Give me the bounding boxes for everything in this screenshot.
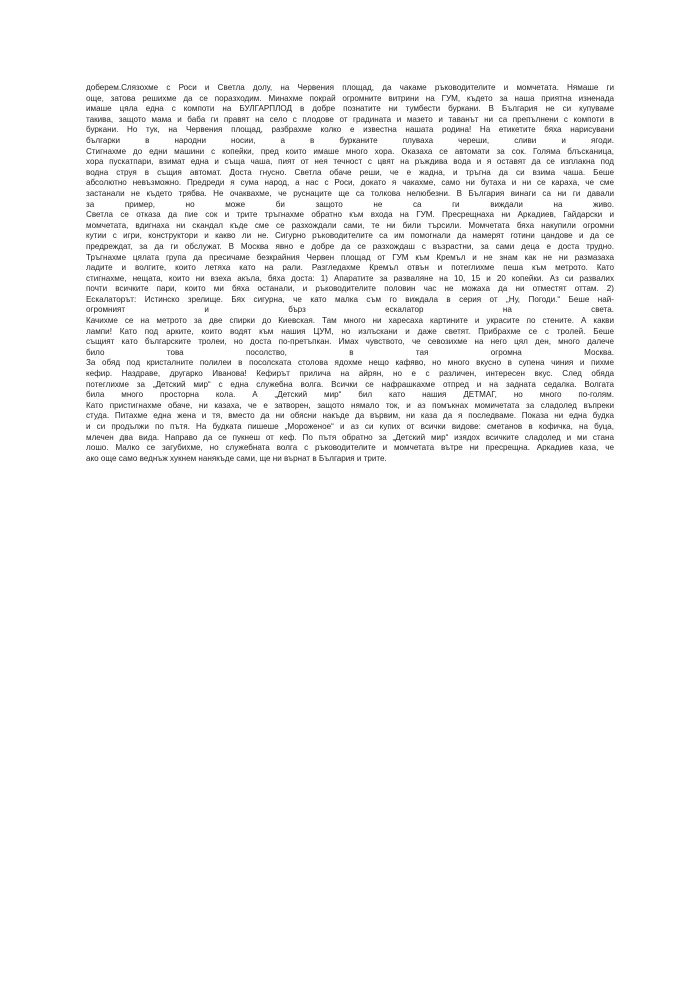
text-line: била много просторна кола. А „Детский мир“ бил като нашия ДЕТМАГ, но много по-голям. [86,390,614,400]
text-line: Тръгнахме цялата група да пресичаме безкрайния Червен площад от ГУМ към Кремъл и не знам как не ни размазаха [86,252,614,262]
text-line: млечен два вида. Направо да се пукнеш от кеф. По пътя обратно за „Детский мир“ изядох всичките сладолед и ми стана [86,432,614,442]
text-line: студа. Питахме една жена и тя, вместо да ни обясни накъде да вървим, ни каза да я последваме. Показа ни една будка [86,411,614,421]
text-line: лампи! Като под арките, които водят към нашия ЦУМ, но излъскани и даже светят. Прибрахме се с тролей. Беше [86,326,614,336]
text-line: доберем.Слязохме с Роси и Светла долу, на Червения площад, да чакаме ръководителите и момчетата. Нямаше ги [86,83,614,92]
text-line: същият като българските тролеи, но доста по-претъпкан. Имах чувството, че севозихме на него цял ден, много далече [86,337,614,347]
text-line: потеглихме за „Детский мир“ с една служебна волга. Всички се нафрашкахме отпред и на задната седалка. Волгата [86,379,614,389]
text-line: българки в народни носии, а в бурканите плуваха череши, сливи и ягоди. [86,135,614,145]
text-line: застанали не където трябва. Не очаквахме, че руснаците ще са толкова нелюбезни. В България винаги са ни ги давали [86,188,614,198]
text-line: ако още само веднъж хукнем нанякъде сами, ще ни върнат в България и трите. [86,453,387,463]
text-line: кефир. Наздраве, другарко Иванова! Кефирът прилича на айрян, но е с различен, интересен вкус. След обяда [86,369,614,379]
text-line: абсолютно невъзможно. Предреди я сума народ, а нас с Роси, докато я чакахме, само ни бутаха и ни се караха, че сме [86,178,614,188]
text-line: такива, защото мама и баба ги правят на село с плодове от градината и мазето и таванът ни са препълнени с компоти в [86,114,614,124]
text-line: имаше цяла една с компоти на БУЛГАРПЛОД в добре познатите ни тумбести буркани. В България не си купуваме [86,104,614,114]
document-body-text [86,83,614,464]
text-line: Светла се отказа да пие сок и трите тръгнахме обратно към входа на ГУМ. Пресрещнаха ни Аркадиев, Гайдарски и [86,210,614,220]
text-line: хора пускатпари, взимат една и съща чаша, пият от нея течност с цвят на ръждива вода и я оставят да се изплакна под [86,157,614,167]
text-line: Ескалаторът: Истинско зрелище. Бях сигурна, че като малка съм го виждала в серия от „Ну, Погоди.“ Беше най- [86,294,614,304]
text-line: почти всичките пари, които ми бяха останали, и ръководителите половин час не можаха да ни отместят оттам. 2) [86,284,614,294]
text-line: още, затова решихме да се поразходим. Минахме покрай огромните витрини на ГУМ, където за наша приятна изненада [86,93,614,103]
text-line: Качихме се на метрото за две спирки до Киевская. Там много ни харесаха картините и украсите по стените. А какви [86,316,614,326]
text-line: стигнахме, нещата, които ни взеха акъла, бяха доста: 1) Апаратите за разваляне на 10, 15 и 20 копейки. Аз си развалих [86,273,614,283]
text-line: лошо. Малко се загубихме, но служебната волга с ръководителите и момчетата вътре ни пресрещна. Аркадиев каза, че [86,443,614,453]
text-line: и си продължи по пътя. На будката пишеше „Мороженое“ и аз си купих от всички видове: сметанов в кофичка, на буца, [86,422,614,431]
text-line: предреждат, за да ги обслужат. В Москва явно е добре да се разхождаш с възрастни, за сами деца е доста трудно. [86,241,614,251]
text-line: водна струя в същия автомат. Доста гнусно. Светла обаче реши, че е жадна, и тръгна да си взима чаша. Беше [86,167,614,177]
text-line: огромният и бърз ескалатор на света. [86,305,614,315]
text-line: момчетата, вдигнаха ни скандал къде сме се разхождали сами, те ни били търсили. Момчетата бяха накупили огромни [86,220,614,230]
text-line: ладите и волгите, които летяха като на рали. Разгледахме Кремъл отвън и потеглихме пеша към метрото. Като [86,263,614,273]
text-line: за пример, но може би защото не са ги виждали на живо. [86,199,614,209]
text-line: било това посолство, в тая огромна Москва. [86,347,614,357]
text-line: буркани. Но тук, на Червения площад, разбрахме колко е известна нашата родина! На етикетите бяха нарисувани [86,125,614,135]
text-line: За обяд под кристалните полилеи в посолската столова ядохме нещо кафяво, но много вкусно в супена чиния и пихме [86,358,614,368]
text-line: Стигнахме до едни машини с копейки, пред които имаше много хора. Оказаха се автомати за сок. Голяма блъсканица, [86,146,614,156]
text-line: Като пристигнахме обаче, ни казаха, че е затворен, защото нямало ток, и аз помъкнах момичетата за сладолед въпреки [86,400,614,410]
text-line: кутии с игри, конструктори и какво ли не. Сигурно ръководителите са им помогнали да намерят готини цандове и да се [86,231,614,241]
